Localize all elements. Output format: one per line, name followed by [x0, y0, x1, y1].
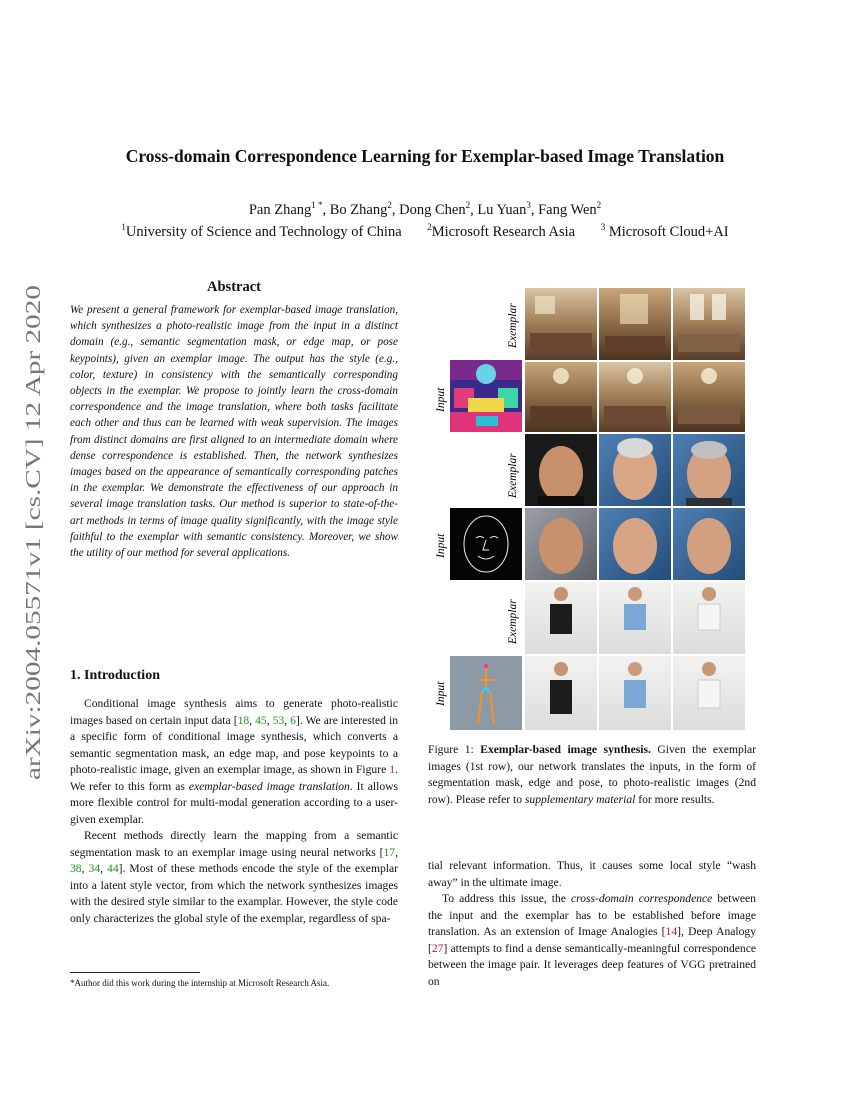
- figure-caption: Figure 1: Exemplar-based image synthesis. Given the exemplar images (1st row), our network translates the inputs, in the form of segmentation mask, edge and pose, to photo-realistic images (2nd row). Please refer to supplementary material for more results.: [428, 743, 756, 806]
- paragraph: Recent methods directly learn the mapping from a semantic segmentation mask to an exemplar image using neural networks [17, 38, 34, 44]. Most of these methods encode the style of the exemplar into a latent style vector, from which the network synthesizes images with the desired style similar to the examplar. However, the style code only characterizes the global style of the exemplar, regardless of spa-: [70, 829, 399, 925]
- input-pose-keypoints: [450, 656, 522, 730]
- citation-link[interactable]: 53: [272, 713, 285, 727]
- row-label: Exemplar: [507, 599, 519, 644]
- author: Pan Zhang: [248, 201, 312, 218]
- input-edge-map: [450, 508, 522, 580]
- arxiv-stamp: [0, 90, 60, 790]
- affiliations: [0, 222, 850, 241]
- row-label: Input: [435, 387, 447, 412]
- exemplar-image-face: [525, 434, 745, 506]
- paragraph: To address this issue, the cross-domain correspondence between the input and the exemplar has to be established before image translation. As an extension of Image Analogies [14], Deep Analogy [27] attempts to find a dense semantically-meaningful correspondence between the image pair. It leverages deep features of VGG pretrained on: [428, 892, 756, 988]
- output-image-room: [525, 362, 745, 432]
- citation-link[interactable]: 38: [70, 862, 82, 875]
- author: Lu Yuan: [477, 201, 527, 218]
- citation-link[interactable]: 17: [383, 845, 396, 859]
- citation-link[interactable]: 6: [290, 713, 296, 727]
- citation-link[interactable]: 27: [431, 941, 444, 955]
- introduction-text: [70, 696, 398, 927]
- exemplar-image-room: [525, 288, 745, 360]
- citation-link[interactable]: 18: [237, 713, 250, 727]
- author: Bo Zhang: [329, 201, 388, 218]
- author: Dong Chen: [399, 201, 466, 218]
- affiliation: $^3$ Microsoft Cloud+AI: [600, 222, 729, 240]
- figure-ref-link[interactable]: 1: [389, 763, 396, 776]
- author: Fang Wen: [538, 201, 597, 218]
- citation-link[interactable]: 44: [107, 862, 119, 875]
- right-column-text: [428, 858, 756, 990]
- abstract-body: We present a general framework for exemplar-based image translation, which synthesizes a photo-realistic image from the input in a distinct domain (e.g., semantic segmentation mask, or edge map, or pose keypoints), given an exemplar image. The output has the style (e.g., color, texture) in consistency with the semantically corresponding objects in the exemplar. We propose to jointly learn the cross-domain correspondence and the image translation, where both tasks facilitate each other and thus can be learned with weak supervision. The images from distinct domains are first aligned to an intermediate domain where dense correspondence is established. Then, the network synthesizes images based on the appearance of semantically corresponding patches in the exemplar. We demonstrate the effectiveness of our approach in several image translation tasks. Our method is superior to state-of-the-art methods in terms of image quality significantly, with the image style faithful to the exemplar with semantic consistency. Moreover, we show the utility of our method for several applications.: [70, 304, 398, 560]
- figure-1: [435, 288, 750, 732]
- citation-link[interactable]: 45: [255, 713, 267, 727]
- section-heading-introduction: 1. Introduction: [70, 668, 160, 683]
- citation-link[interactable]: 34: [88, 862, 101, 875]
- footnote-divider: [70, 972, 200, 973]
- footnote: *Author did this work during the internship at Microsoft Research Asia.: [70, 978, 330, 988]
- author-list: Pan Zhang$^{1 *}$, Bo Zhang$^2$, Dong Chen$^2$, Lu Yuan$^3$, Fang Wen$^2$: [248, 200, 602, 218]
- row-label: Input: [435, 681, 447, 706]
- row-label: Exemplar: [507, 453, 519, 498]
- abstract-heading: Abstract: [207, 279, 261, 295]
- exemplar-image-fashion: [525, 582, 745, 654]
- affiliation: $^1$University of Science and Technology of China: [121, 222, 402, 240]
- output-image-face: [525, 508, 745, 580]
- affiliation: $^2$Microsoft Research Asia: [427, 222, 576, 240]
- paper-title: Cross-domain Correspondence Learning for Exemplar-based Image Translation: [125, 146, 725, 166]
- output-image-fashion: [525, 656, 745, 730]
- paragraph: Conditional image synthesis aims to generate photo-realistic images based on certain input data [18, 45, 53, 6]. We are interested in a specific form of conditional image synthesis, which converts a semantic segmentation mask, an edge map, and pose keypoints to a photo-realistic image, given an exemplar image, as shown in Figure 1. We refer to this form as exemplar-based image translation. It allows more flexible control for multi-modal generation according to a user-given exemplar.: [70, 697, 399, 826]
- paragraph: tial relevant information. Thus, it causes some local style “wash away” in the ultimate image.: [428, 859, 756, 889]
- citation-link[interactable]: 14: [665, 925, 678, 938]
- arxiv-stamp-text: arXiv:2004.05571v1 [cs.CV] 12 Apr 2020: [21, 415, 45, 780]
- input-segmentation-mask: [450, 360, 522, 432]
- row-label: Input: [435, 533, 447, 558]
- row-label: Exemplar: [507, 303, 519, 348]
